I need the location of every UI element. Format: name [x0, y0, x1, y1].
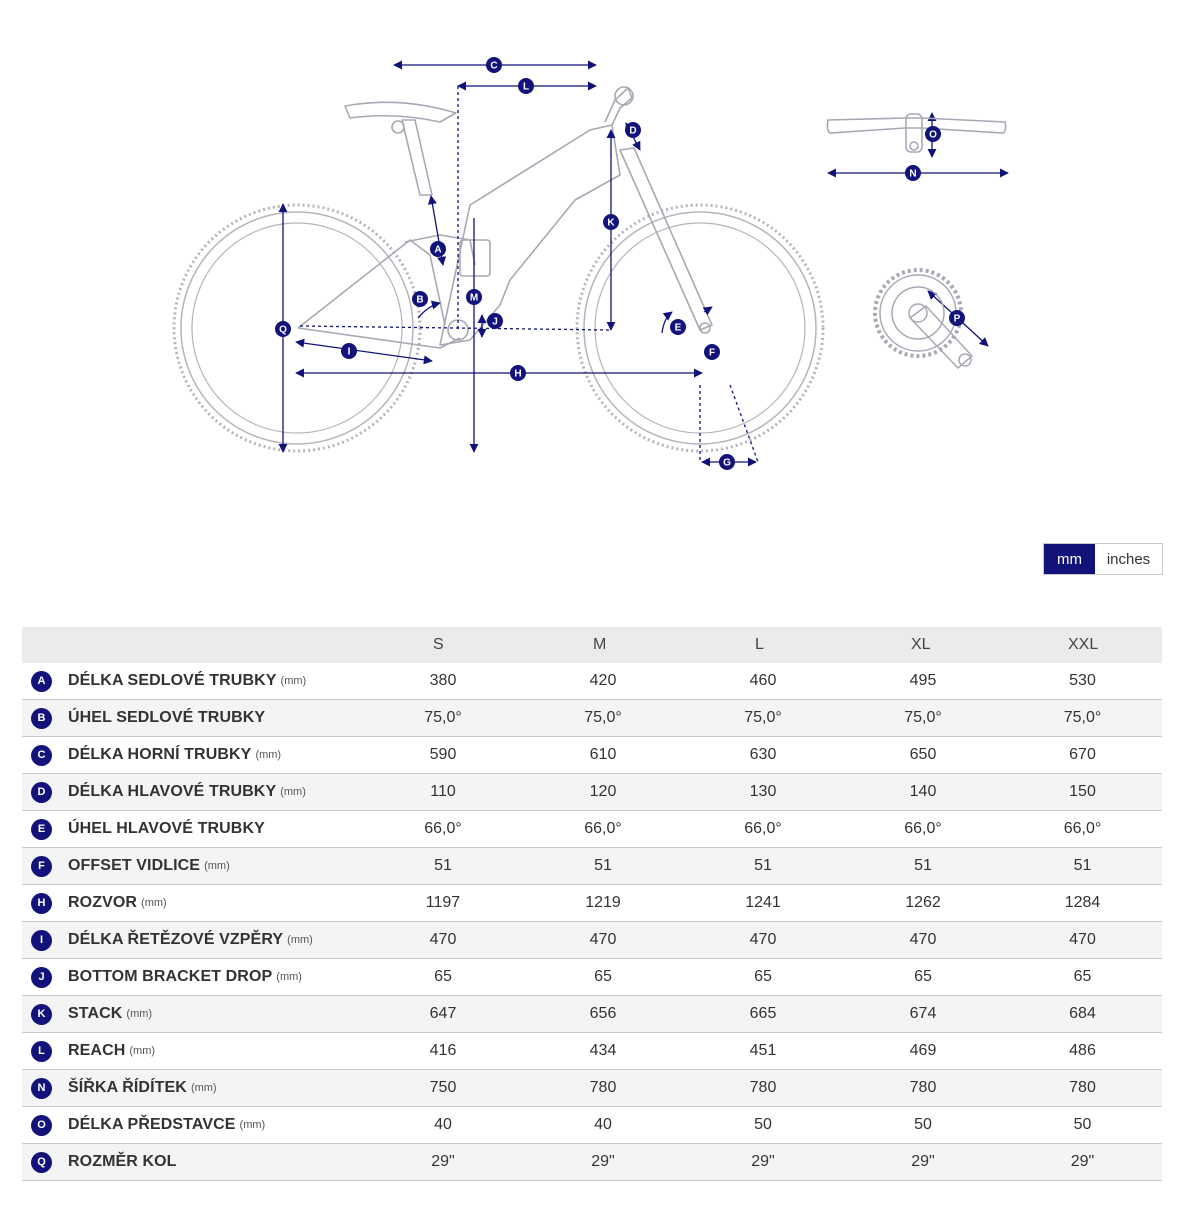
marker-k: [603, 214, 619, 230]
size-header: S: [363, 627, 523, 663]
parameter-name: DÉLKA HORNÍ TRUBKY: [68, 746, 252, 763]
parameter-name: DÉLKA PŘEDSTAVCE: [68, 1116, 236, 1133]
value-cell: 29": [1003, 1144, 1162, 1181]
table-row: [22, 959, 1162, 996]
value-cell: 451: [683, 1033, 843, 1070]
parameter-cell: [22, 885, 363, 922]
value-cell: 65: [523, 959, 683, 996]
parameter-name: ÚHEL HLAVOVÉ TRUBKY: [68, 820, 265, 837]
bike-geometry-diagram: [0, 0, 1187, 520]
table-row: [22, 996, 1162, 1033]
value-cell: 75,0°: [363, 700, 523, 737]
svg-text:D: D: [629, 125, 637, 137]
svg-text:N: N: [909, 168, 917, 180]
table-row: [22, 663, 1162, 700]
svg-text:F: F: [708, 347, 716, 359]
value-cell: 780: [843, 1070, 1003, 1107]
value-cell: 750: [363, 1070, 523, 1107]
value-cell: 590: [363, 737, 523, 774]
value-cell: 50: [1003, 1107, 1162, 1144]
svg-text:B: B: [416, 294, 424, 306]
value-cell: 120: [523, 774, 683, 811]
value-cell: 630: [683, 737, 843, 774]
value-cell: 66,0°: [683, 811, 843, 848]
value-cell: 780: [523, 1070, 683, 1107]
parameter-name: OFFSET VIDLICE: [68, 857, 201, 874]
value-cell: 51: [363, 848, 523, 885]
parameter-unit: (mm): [280, 675, 307, 687]
value-cell: 66,0°: [523, 811, 683, 848]
parameter-cell: [22, 700, 363, 737]
unit-mm-button[interactable]: mm: [1044, 544, 1095, 574]
value-cell: 1284: [1003, 885, 1162, 922]
marker-p: [949, 310, 965, 326]
parameter-unit: (mm): [190, 1082, 217, 1094]
value-cell: 150: [1003, 774, 1162, 811]
size-header: L: [683, 627, 843, 663]
value-cell: 65: [363, 959, 523, 996]
parameter-unit: (mm): [141, 897, 167, 909]
value-cell: 66,0°: [1003, 811, 1162, 848]
value-cell: 650: [843, 737, 1003, 774]
value-cell: 416: [363, 1033, 523, 1070]
unit-inches-button[interactable]: inches: [1095, 544, 1162, 574]
table-row: [22, 811, 1162, 848]
parameter-unit: (mm): [276, 971, 302, 983]
value-cell: 674: [843, 996, 1003, 1033]
marker-d: [625, 122, 641, 138]
value-cell: 1197: [363, 885, 523, 922]
parameter-cell: [22, 1107, 363, 1144]
table-row: [22, 848, 1162, 885]
svg-text:E: E: [674, 322, 682, 334]
parameter-code-badge: L: [31, 1041, 52, 1062]
parameter-name: DÉLKA HLAVOVÉ TRUBKY: [68, 783, 277, 800]
value-cell: 1262: [843, 885, 1003, 922]
parameter-label: [22, 930, 363, 951]
parameter-name: ROZMĚR KOL: [68, 1153, 177, 1170]
value-cell: 469: [843, 1033, 1003, 1070]
svg-text:P: P: [953, 313, 961, 325]
parameter-code-badge: Q: [31, 1152, 52, 1173]
svg-text:K: K: [607, 217, 615, 229]
table-row: [22, 1070, 1162, 1107]
value-cell: 75,0°: [523, 700, 683, 737]
value-cell: 51: [523, 848, 683, 885]
value-cell: 470: [683, 922, 843, 959]
parameter-label: [22, 819, 363, 840]
value-cell: 486: [1003, 1033, 1162, 1070]
parameter-code-badge: N: [31, 1078, 52, 1099]
parameter-unit: (mm): [287, 934, 313, 946]
marker-c: [486, 57, 502, 73]
value-cell: 470: [1003, 922, 1162, 959]
value-cell: 40: [363, 1107, 523, 1144]
handlebar: [827, 114, 1005, 152]
parameter-label: [22, 893, 363, 914]
svg-text:I: I: [347, 346, 351, 358]
parameter-label: [22, 708, 363, 729]
table-row: [22, 737, 1162, 774]
parameter-label: [22, 782, 363, 803]
parameter-name: ÚHEL SEDLOVÉ TRUBKY: [68, 709, 266, 726]
rear-wheel: [174, 205, 420, 451]
parameter-name: REACH: [68, 1042, 126, 1059]
value-cell: 50: [683, 1107, 843, 1144]
table-row: [22, 922, 1162, 959]
marker-e: [670, 319, 686, 335]
table-header-row: [22, 627, 1162, 663]
parameter-label: [22, 967, 363, 988]
size-header: M: [523, 627, 683, 663]
parameter-cell: [22, 996, 363, 1033]
header-label-cell: [22, 627, 363, 663]
parameter-label: [22, 1041, 363, 1062]
value-cell: 610: [523, 737, 683, 774]
value-cell: 470: [843, 922, 1003, 959]
svg-text:Q: Q: [279, 324, 287, 336]
marker-m: [466, 289, 482, 305]
parameter-unit: (mm): [239, 1119, 266, 1131]
size-header: XXL: [1003, 627, 1162, 663]
parameter-name: DÉLKA ŘETĚZOVÉ VZPĚRY: [68, 931, 284, 948]
parameter-unit: (mm): [204, 860, 230, 872]
parameter-name: ROZVOR: [68, 894, 138, 911]
parameter-code-badge: D: [31, 782, 52, 803]
value-cell: 140: [843, 774, 1003, 811]
parameter-cell: [22, 1033, 363, 1070]
value-cell: 470: [523, 922, 683, 959]
parameter-unit: (mm): [280, 786, 306, 798]
value-cell: 29": [683, 1144, 843, 1181]
value-cell: 29": [363, 1144, 523, 1181]
marker-n: [905, 165, 921, 181]
parameter-unit: (mm): [126, 1008, 153, 1020]
value-cell: 65: [1003, 959, 1162, 996]
parameter-name: BOTTOM BRACKET DROP: [68, 968, 273, 985]
value-cell: 647: [363, 996, 523, 1033]
parameter-cell: [22, 922, 363, 959]
marker-q: [275, 321, 291, 337]
marker-l: [518, 78, 534, 94]
value-cell: 50: [843, 1107, 1003, 1144]
value-cell: 65: [843, 959, 1003, 996]
marker-o: [925, 126, 941, 142]
parameter-label: [22, 745, 363, 766]
value-cell: 420: [523, 663, 683, 700]
size-header: XL: [843, 627, 1003, 663]
parameter-code-badge: B: [31, 708, 52, 729]
value-cell: 1219: [523, 885, 683, 922]
parameter-cell: [22, 737, 363, 774]
parameter-label: [22, 856, 363, 877]
svg-text:L: L: [522, 81, 530, 93]
svg-text:H: H: [514, 368, 522, 380]
parameter-label: [22, 671, 363, 692]
parameter-code-badge: K: [31, 1004, 52, 1025]
parameter-code-badge: A: [31, 671, 52, 692]
marker-f: [704, 344, 720, 360]
marker-a: [430, 241, 446, 257]
value-cell: 75,0°: [1003, 700, 1162, 737]
svg-text:C: C: [490, 60, 498, 72]
marker-j: [487, 313, 503, 329]
parameter-label: [22, 1004, 363, 1025]
value-cell: 51: [683, 848, 843, 885]
value-cell: 434: [523, 1033, 683, 1070]
marker-g: [719, 454, 735, 470]
svg-text:A: A: [434, 244, 442, 256]
table-row: [22, 700, 1162, 737]
value-cell: 780: [683, 1070, 843, 1107]
bike-frame: [298, 87, 712, 348]
value-cell: 29": [843, 1144, 1003, 1181]
geometry-table: [22, 627, 1162, 1181]
value-cell: 670: [1003, 737, 1162, 774]
value-cell: 29": [523, 1144, 683, 1181]
parameter-label: [22, 1152, 363, 1173]
value-cell: 75,0°: [683, 700, 843, 737]
parameter-cell: [22, 1144, 363, 1181]
svg-text:J: J: [492, 316, 498, 328]
parameter-code-badge: H: [31, 893, 52, 914]
parameter-label: [22, 1115, 363, 1136]
parameter-code-badge: O: [31, 1115, 52, 1136]
parameter-label: [22, 1078, 363, 1099]
value-cell: 66,0°: [843, 811, 1003, 848]
table-row: [22, 1033, 1162, 1070]
svg-text:G: G: [723, 457, 731, 469]
parameter-cell: [22, 959, 363, 996]
value-cell: 40: [523, 1107, 683, 1144]
value-cell: 380: [363, 663, 523, 700]
parameter-code-badge: J: [31, 967, 52, 988]
marker-b: [412, 291, 428, 307]
parameter-code-badge: C: [31, 745, 52, 766]
table-row: [22, 885, 1162, 922]
value-cell: 780: [1003, 1070, 1162, 1107]
value-cell: 470: [363, 922, 523, 959]
parameter-code-badge: I: [31, 930, 52, 951]
parameter-name: DÉLKA SEDLOVÉ TRUBKY: [68, 672, 277, 689]
parameter-name: ŠÍŘKA ŘÍDÍTEK: [68, 1079, 187, 1096]
parameter-cell: [22, 663, 363, 700]
value-cell: 495: [843, 663, 1003, 700]
value-cell: 51: [1003, 848, 1162, 885]
parameter-code-badge: F: [31, 856, 52, 877]
value-cell: 75,0°: [843, 700, 1003, 737]
value-cell: 460: [683, 663, 843, 700]
svg-text:M: M: [469, 292, 479, 304]
value-cell: 65: [683, 959, 843, 996]
parameter-code-badge: E: [31, 819, 52, 840]
parameter-cell: [22, 774, 363, 811]
value-cell: 66,0°: [363, 811, 523, 848]
parameter-cell: [22, 811, 363, 848]
value-cell: 51: [843, 848, 1003, 885]
table-row: [22, 774, 1162, 811]
value-cell: 684: [1003, 996, 1162, 1033]
marker-h: [510, 365, 526, 381]
marker-i: [341, 343, 357, 359]
parameter-unit: (mm): [255, 749, 282, 761]
value-cell: 1241: [683, 885, 843, 922]
parameter-cell: [22, 1070, 363, 1107]
parameter-cell: [22, 848, 363, 885]
svg-text:O: O: [929, 129, 937, 141]
table-row: [22, 1144, 1162, 1181]
value-cell: 130: [683, 774, 843, 811]
table-row: [22, 1107, 1162, 1144]
parameter-unit: (mm): [129, 1045, 156, 1057]
parameter-name: STACK: [68, 1005, 123, 1022]
value-cell: 530: [1003, 663, 1162, 700]
value-cell: 110: [363, 774, 523, 811]
unit-toggle: [1043, 543, 1163, 575]
value-cell: 656: [523, 996, 683, 1033]
value-cell: 665: [683, 996, 843, 1033]
